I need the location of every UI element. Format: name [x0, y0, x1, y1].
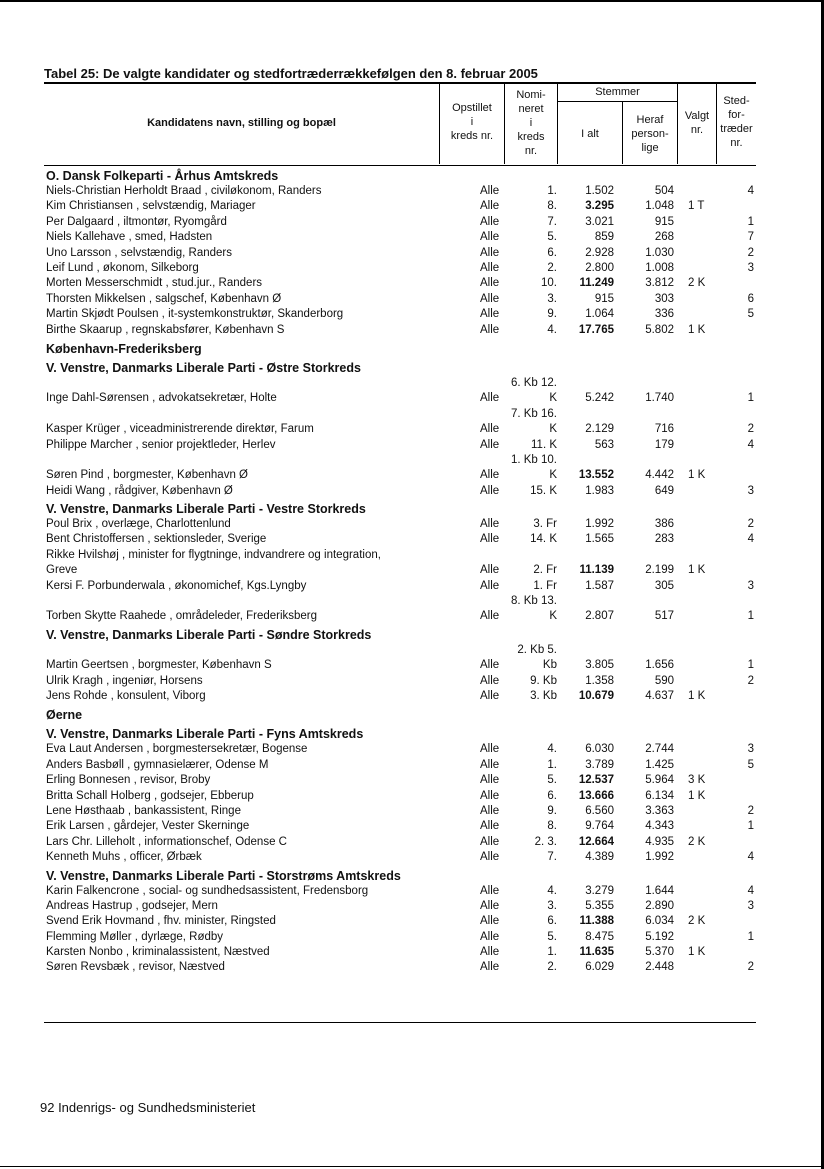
votes-personal-cell: 2.744 [645, 743, 674, 756]
nomineret-cell [501, 594, 557, 625]
votes-total-cell: 1.565 [585, 533, 614, 546]
votes-personal-cell: 303 [654, 292, 674, 305]
opstillet-cell: Alle [480, 851, 500, 864]
candidate-name: Martin Geertsen , borgmester, København S [46, 659, 272, 672]
nomineret-cell: 2. [547, 961, 557, 974]
opstillet-cell: Alle [480, 915, 500, 928]
candidate-name: Martin Skjødt Poulsen , it-systemkonstruktør, Skanderborg [46, 308, 344, 321]
table-header [44, 84, 756, 164]
candidate-name: Kenneth Muhs , officer, Ørbæk [46, 851, 202, 864]
votes-personal-cell: 1.030 [645, 246, 674, 259]
nomineret-cell: 5. [547, 774, 557, 787]
candidate-name: Bent Christoffersen , sektionsleder, Sverige [46, 533, 267, 546]
table-row [44, 930, 756, 945]
table-row [44, 689, 756, 704]
votes-total-cell: 915 [594, 292, 614, 305]
page-edge-bottom [0, 1166, 824, 1167]
votes-personal-cell: 1.008 [645, 261, 674, 274]
substitute-cell: 4 [747, 851, 754, 864]
opstillet-cell: Alle [480, 392, 500, 405]
opstillet-cell: Alle [480, 438, 500, 451]
table-row [44, 376, 756, 407]
votes-personal-cell: 649 [654, 484, 674, 497]
opstillet-cell: Alle [480, 610, 500, 623]
candidate-name: Heidi Wang , rådgiver, København Ø [46, 484, 233, 497]
opstillet-cell: Alle [480, 308, 500, 321]
votes-personal-cell: 2.199 [645, 564, 674, 577]
candidate-name: Søren Revsbæk , revisor, Næstved [46, 961, 225, 974]
candidate-name: Thorsten Mikkelsen , salgschef, København Ø [46, 292, 282, 305]
substitute-cell: 1 [747, 215, 754, 228]
table-row [44, 307, 756, 322]
votes-total-cell: 6.030 [585, 743, 614, 756]
votes-personal-cell: 3.812 [645, 277, 674, 290]
votes-personal-cell: 1.048 [645, 200, 674, 213]
votes-personal-cell: 305 [654, 579, 674, 592]
votes-personal-cell: 716 [654, 423, 674, 436]
nomineret-cell: 4. [547, 884, 557, 897]
table-row [44, 789, 756, 804]
nomineret-cell: 10. [541, 277, 557, 290]
votes-personal-cell: 386 [654, 518, 674, 531]
nomineret-line: K [549, 610, 557, 623]
table-row [44, 884, 756, 899]
votes-personal-cell: 336 [654, 308, 674, 321]
votes-total-cell: 3.279 [585, 884, 614, 897]
candidate-name: Philippe Marcher , senior projektleder, Herlev [46, 438, 276, 451]
nomineret-cell: 1. [547, 185, 557, 197]
party-heading: O. Dansk Folkeparti - Århus Amtskreds [46, 169, 279, 183]
candidate-name: Søren Pind , borgmester, København Ø [46, 469, 248, 482]
candidate-name: Svend Erik Hovmand , fhv. minister, Ringsted [46, 915, 276, 928]
substitute-cell: 1 [747, 820, 754, 833]
candidate-name: Niels-Christian Herholdt Braad , civiløkonom, Randers [46, 185, 322, 197]
nomineret-cell: 6. [547, 915, 557, 928]
table-row [44, 594, 756, 625]
votes-personal-cell: 179 [654, 438, 674, 451]
opstillet-cell: Alle [480, 277, 500, 290]
nomineret-line: 2. Kb 5. [517, 643, 557, 656]
candidate-name: Erik Larsen , gårdejer, Vester Skerninge [46, 820, 250, 833]
substitute-cell: 4 [747, 884, 754, 897]
substitute-cell: 3 [747, 484, 754, 497]
votes-personal-cell: 2.448 [645, 961, 674, 974]
votes-total-cell: 11.635 [579, 946, 614, 959]
opstillet-cell: Alle [480, 774, 500, 787]
candidate-name: Inge Dahl-Sørensen , advokatsekretær, Holte [46, 392, 277, 405]
table-row [44, 407, 756, 438]
nomineret-cell: 8. [547, 200, 557, 213]
table-row [44, 914, 756, 929]
candidate-name: Britta Schall Holberg , godsejer, Ebberup [46, 789, 254, 802]
opstillet-cell: Alle [480, 200, 500, 213]
candidate-name: Eva Laut Andersen , borgmestersekretær, Bogense [46, 743, 308, 756]
votes-total-cell: 2.807 [585, 610, 614, 623]
party-heading: V. Venstre, Danmarks Liberale Parti - Fyns Amtskreds [46, 727, 364, 742]
candidate-name: Per Dalgaard , iltmontør, Ryomgård [46, 215, 227, 228]
votes-personal-cell: 5.802 [645, 323, 674, 336]
header-opstillet: Opstillet i kreds nr. [450, 102, 494, 142]
candidate-name: Andreas Hastrup , godsejer, Mern [46, 899, 218, 912]
votes-personal-cell: 268 [654, 231, 674, 244]
votes-personal-cell: 1.992 [645, 851, 674, 864]
votes-total-cell: 1.502 [585, 185, 614, 197]
votes-total-cell: 3.789 [585, 758, 614, 771]
nomineret-cell: 8. [547, 820, 557, 833]
opstillet-cell: Alle [480, 518, 500, 531]
party-heading: V. Venstre, Danmarks Liberale Parti - Storstrøms Amtskreds [46, 868, 401, 883]
candidate-name: Morten Messerschmidt , stud.jur., Randers [46, 277, 263, 290]
votes-personal-cell: 5.370 [645, 946, 674, 959]
substitute-cell: 1 [747, 930, 754, 943]
elected-cell: 1 K [688, 323, 706, 336]
elected-cell: 1 K [688, 946, 706, 959]
opstillet-cell: Alle [480, 323, 500, 336]
nomineret-line: K [549, 469, 557, 482]
votes-personal-cell: 1.644 [645, 884, 674, 897]
candidate-name: Erling Bonnesen , revisor, Broby [46, 774, 211, 787]
votes-total-cell: 12.664 [578, 835, 614, 848]
candidate-name: Lars Chr. Lilleholt , informationschef, Odense C [46, 835, 287, 848]
votes-personal-cell: 1.656 [645, 659, 674, 672]
opstillet-cell: Alle [480, 185, 500, 197]
candidate-name: Ulrik Kragh , ingeniør, Horsens [46, 674, 203, 687]
table-row [44, 643, 756, 674]
substitute-cell: 3 [747, 261, 754, 274]
nomineret-line: K [549, 423, 557, 436]
nomineret-cell: 1. [547, 758, 557, 771]
candidate-name: Leif Lund , økonom, Silkeborg [46, 261, 199, 274]
votes-total-cell: 1.992 [585, 518, 614, 531]
votes-total-cell: 5.242 [585, 392, 614, 405]
candidate-name: Karin Falkencrone , social- og sundhedsassistent, Fredensborg [46, 884, 369, 897]
votes-total-cell: 2.129 [585, 423, 614, 436]
nomineret-cell: 1. [547, 946, 557, 959]
opstillet-cell: Alle [480, 899, 500, 912]
opstillet-cell: Alle [480, 564, 500, 577]
votes-personal-cell: 2.890 [645, 899, 674, 912]
substitute-cell: 5 [747, 308, 754, 321]
substitute-cell: 2 [747, 423, 754, 436]
votes-total-cell: 3.021 [585, 215, 614, 228]
opstillet-cell: Alle [480, 758, 500, 771]
nomineret-cell: 9. [547, 308, 557, 321]
votes-total-cell: 1.587 [585, 579, 614, 592]
nomineret-line: 1. Kb 10. [510, 453, 557, 466]
opstillet-cell: Alle [480, 246, 500, 259]
votes-total-cell: 3.805 [585, 659, 614, 672]
table-row [44, 773, 756, 788]
header-heraf: Heraf person- lige [631, 114, 669, 154]
nomineret-cell: 9. Kb [530, 674, 557, 687]
nomineret-cell: 3. [547, 292, 557, 305]
nomineret-line: 8. Kb 13. [510, 595, 557, 608]
substitute-cell: 1 [747, 610, 754, 623]
header-nomineret: Nomi- neret i kreds nr. [516, 89, 546, 157]
table-row [44, 579, 756, 594]
substitute-cell: 2 [747, 518, 754, 531]
elected-cell: 1 K [688, 469, 706, 482]
nomineret-cell: 15. K [530, 484, 557, 497]
votes-personal-cell: 4.637 [645, 690, 674, 703]
opstillet-cell: Alle [480, 215, 500, 228]
nomineret-cell: 3. Fr [533, 518, 557, 531]
opstillet-cell: Alle [480, 804, 500, 817]
page-footer: 92 Indenrigs- og Sundhedsministeriet [40, 1100, 256, 1115]
table-row [44, 484, 756, 499]
nomineret-cell: 9. [547, 804, 557, 817]
header-i-alt: I alt [581, 128, 599, 140]
votes-total-cell: 8.475 [585, 930, 614, 943]
votes-total-cell: 1.358 [585, 674, 614, 687]
elected-cell: 2 K [688, 277, 706, 290]
substitute-cell: 3 [747, 899, 754, 912]
table-row [44, 517, 756, 532]
substitute-cell: 2 [747, 674, 754, 687]
table-row [44, 835, 756, 850]
votes-personal-cell: 517 [654, 610, 674, 623]
nomineret-cell: 3. Kb [530, 690, 557, 703]
opstillet-cell: Alle [480, 946, 500, 959]
candidate-name: Karsten Nonbo , kriminalassistent, Næstved [46, 946, 270, 959]
substitute-cell: 1 [747, 392, 754, 405]
votes-personal-cell: 1.425 [645, 758, 674, 771]
votes-total-cell: 11.249 [579, 277, 614, 290]
votes-personal-cell: 4.935 [645, 835, 674, 848]
votes-total-cell: 13.666 [578, 789, 614, 802]
opstillet-cell: Alle [480, 961, 500, 974]
candidate-name: Niels Kallehave , smed, Hadsten [46, 231, 213, 244]
opstillet-cell: Alle [480, 469, 500, 482]
nomineret-cell: 2. 3. [534, 835, 557, 848]
votes-total-cell: 2.928 [585, 246, 614, 259]
party-heading: V. Venstre, Danmarks Liberale Parti - Søndre Storkreds [46, 627, 372, 642]
nomineret-cell: 7. [547, 851, 557, 864]
table-row [44, 453, 756, 484]
votes-total-cell: 9.764 [585, 820, 614, 833]
opstillet-cell: Alle [480, 789, 500, 802]
candidate-name: Kersi F. Porbunderwala , økonomichef, Kgs.Lyngby [46, 579, 307, 592]
candidate-name: Greve [46, 564, 78, 577]
candidate-name: Lene Høsthaab , bankassistent, Ringe [46, 804, 241, 817]
opstillet-cell: Alle [480, 484, 500, 497]
table-row [44, 276, 756, 291]
votes-personal-cell: 4.442 [645, 469, 674, 482]
opstillet-cell: Alle [480, 820, 500, 833]
table-row [44, 230, 756, 245]
opstillet-cell: Alle [480, 659, 500, 672]
votes-total-cell: 10.679 [578, 690, 614, 703]
opstillet-cell: Alle [480, 930, 500, 943]
nomineret-cell: 2. [547, 261, 557, 274]
table-row [44, 438, 756, 453]
votes-personal-cell: 5.964 [645, 774, 674, 787]
votes-total-cell: 4.389 [585, 851, 614, 864]
table-row [44, 899, 756, 914]
nomineret-cell: 3. [547, 899, 557, 912]
table-row [44, 246, 756, 261]
nomineret-cell [501, 453, 557, 484]
header-name: Kandidatens navn, stilling og bopæl [147, 117, 336, 129]
opstillet-cell: Alle [480, 423, 500, 436]
substitute-cell: 4 [747, 438, 754, 451]
party-heading: V. Venstre, Danmarks Liberale Parti - Vestre Storkreds [46, 502, 366, 517]
votes-personal-cell: 5.192 [645, 930, 674, 943]
region-heading: Øerne [46, 708, 83, 723]
opstillet-cell: Alle [480, 690, 500, 703]
region-heading: København-Frederiksberg [46, 341, 202, 356]
table-row [44, 850, 756, 865]
opstillet-cell: Alle [480, 533, 500, 546]
header-sted: Sted- for- træder nr. [720, 95, 753, 149]
candidate-name: Flemming Møller , dyrlæge, Rødby [46, 930, 224, 943]
substitute-cell: 4 [747, 533, 754, 546]
header-valgt: Valgt nr. [684, 110, 710, 136]
table-row [44, 742, 756, 757]
opstillet-cell: Alle [480, 231, 500, 244]
votes-total-cell: 6.029 [585, 961, 614, 974]
votes-personal-cell: 504 [654, 185, 674, 197]
table-row [44, 323, 756, 338]
table-title: Tabel 25: De valgte kandidater og stedfortræderrækkefølgen den 8. februar 2005 [44, 66, 538, 81]
header-stemmer-rule [558, 101, 677, 102]
nomineret-line: Kb [542, 659, 557, 672]
elected-cell: 1 T [688, 200, 705, 213]
candidate-name: Anders Basbøll , gymnasielærer, Odense M [46, 758, 269, 771]
nomineret-cell [501, 407, 557, 438]
nomineret-cell: 7. [547, 215, 557, 228]
table-row [44, 804, 756, 819]
elected-cell: 1 K [688, 789, 706, 802]
substitute-cell: 4 [747, 185, 754, 197]
table-row [44, 261, 756, 276]
opstillet-cell: Alle [480, 743, 500, 756]
candidate-name: Jens Rohde , konsulent, Viborg [46, 690, 206, 703]
substitute-cell: 6 [747, 292, 754, 305]
nomineret-cell: 4. [547, 743, 557, 756]
elected-cell: 2 K [688, 915, 706, 928]
table-row [44, 532, 756, 547]
nomineret-cell: 6. [547, 246, 557, 259]
nomineret-cell: 6. [547, 789, 557, 802]
opstillet-cell: Alle [480, 674, 500, 687]
opstillet-cell: Alle [480, 292, 500, 305]
votes-total-cell: 13.552 [578, 469, 614, 482]
candidate-name: Torben Skytte Raahede , områdeleder, Frederiksberg [46, 610, 318, 623]
candidate-name: Kasper Krüger , viceadministrerende direktør, Farum [46, 423, 314, 436]
votes-personal-cell: 4.343 [645, 820, 674, 833]
opstillet-cell: Alle [480, 579, 500, 592]
opstillet-cell: Alle [480, 884, 500, 897]
table-row [44, 199, 756, 214]
elected-cell: 3 K [688, 774, 706, 787]
opstillet-cell: Alle [480, 261, 500, 274]
nomineret-line: K [549, 392, 557, 405]
page-edge-top [0, 0, 824, 2]
table-row [44, 184, 756, 199]
nomineret-cell: 5. [547, 930, 557, 943]
table-bottom-rule [44, 1022, 756, 1023]
table-body [44, 166, 756, 976]
elected-cell: 1 K [688, 564, 706, 577]
table-row [44, 292, 756, 307]
substitute-cell: 2 [747, 246, 754, 259]
votes-total-cell: 11.388 [579, 915, 614, 928]
candidate-name: Birthe Skaarup , regnskabsfører, København S [46, 323, 285, 336]
substitute-cell: 1 [747, 659, 754, 672]
substitute-cell: 2 [747, 804, 754, 817]
table-row [44, 960, 756, 975]
elected-cell: 2 K [688, 835, 706, 848]
candidate-name: Uno Larsson , selvstændig, Randers [46, 246, 233, 259]
votes-total-cell: 12.537 [578, 774, 614, 787]
votes-total-cell: 3.295 [585, 200, 614, 213]
party-heading: V. Venstre, Danmarks Liberale Parti - Østre Storkreds [46, 360, 361, 375]
votes-personal-cell: 6.134 [645, 789, 674, 802]
table-row [44, 563, 756, 578]
nomineret-cell [501, 643, 557, 674]
table-row [44, 215, 756, 230]
nomineret-cell: 14. K [530, 533, 557, 546]
nomineret-cell: 11. K [531, 438, 557, 451]
votes-total-cell: 1.983 [585, 484, 614, 497]
votes-total-cell: 2.800 [585, 261, 614, 274]
votes-total-cell: 859 [594, 231, 614, 244]
candidate-name: Poul Brix , overlæge, Charlottenlund [46, 518, 231, 531]
votes-total-cell: 6.560 [585, 804, 614, 817]
votes-total-cell: 11.139 [579, 564, 614, 577]
votes-personal-cell: 6.034 [645, 915, 674, 928]
header-stemmer: Stemmer [595, 86, 640, 98]
candidate-name-line: Rikke Hvilshøj , minister for flygtninge, indvandrere og integration, [46, 548, 381, 561]
substitute-cell: 2 [747, 961, 754, 974]
table-row [44, 758, 756, 773]
table-row [44, 945, 756, 960]
votes-total-cell: 5.355 [585, 899, 614, 912]
votes-personal-cell: 3.363 [645, 804, 674, 817]
opstillet-cell: Alle [480, 835, 500, 848]
nomineret-line: 7. Kb 16. [510, 407, 557, 420]
nomineret-cell: 1. Fr [533, 579, 557, 592]
nomineret-line: 6. Kb 12. [510, 376, 557, 389]
table-row [44, 819, 756, 834]
nomineret-cell: 2. Fr [533, 564, 557, 577]
votes-personal-cell: 915 [654, 215, 674, 228]
votes-total-cell: 563 [594, 438, 614, 451]
substitute-cell: 7 [747, 231, 754, 244]
table-row [44, 674, 756, 689]
substitute-cell: 3 [747, 743, 754, 756]
table-row-continuation [44, 548, 756, 563]
substitute-cell: 3 [747, 579, 754, 592]
elected-cell: 1 K [688, 690, 706, 703]
votes-personal-cell: 283 [654, 533, 674, 546]
votes-total-cell: 1.064 [585, 308, 614, 321]
votes-total-cell: 17.765 [578, 323, 614, 336]
votes-personal-cell: 1.740 [645, 392, 674, 405]
substitute-cell: 5 [747, 758, 754, 771]
votes-personal-cell: 590 [654, 674, 674, 687]
nomineret-cell: 5. [547, 231, 557, 244]
nomineret-cell [501, 376, 557, 407]
nomineret-cell: 4. [547, 323, 557, 336]
candidate-name: Kim Christiansen , selvstændig, Mariager [46, 200, 256, 213]
